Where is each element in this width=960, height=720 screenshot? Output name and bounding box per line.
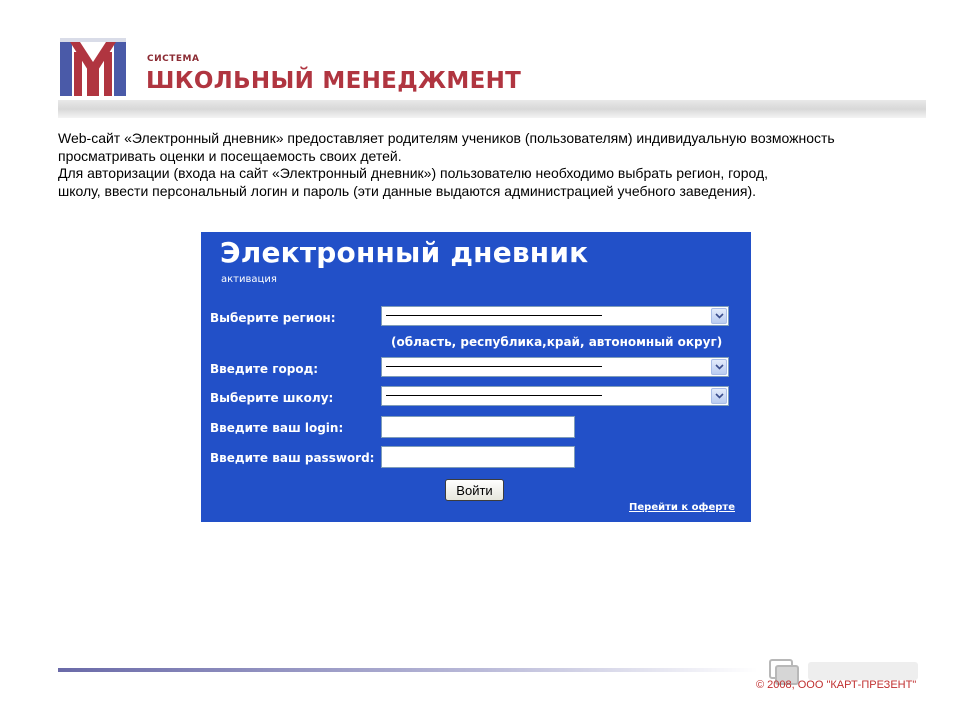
copyright: © 2008, ООО "КАРТ-ПРЕЗЕНТ" [756, 679, 917, 691]
chevron-down-icon[interactable] [711, 388, 727, 404]
intro-text [58, 130, 953, 200]
school-select[interactable] [381, 386, 729, 406]
intro-line: Web-сайт «Электронный дневник» предоставляет родителям учеников (пользователям) индивидуальную возможность [58, 130, 835, 146]
empty-option-dash [386, 366, 602, 367]
login-button[interactable]: Войти [445, 479, 504, 501]
intro-line: Для авторизации (входа на сайт «Электронный дневник») пользователю необходимо выбрать регион, город, [58, 165, 769, 181]
offer-link[interactable]: Перейти к оферте [629, 502, 735, 513]
region-hint: (область, республика,край, автономный округ) [391, 335, 723, 349]
chevron-down-icon[interactable] [711, 308, 727, 324]
region-label: Выберите регион: [210, 311, 336, 325]
city-label: Введите город: [210, 362, 319, 376]
login-panel [201, 232, 751, 522]
region-select[interactable] [381, 306, 729, 326]
empty-option-dash [386, 315, 602, 316]
city-select[interactable] [381, 357, 729, 377]
login-input[interactable] [381, 416, 575, 438]
login-label: Введите ваш login: [210, 421, 344, 435]
empty-option-dash [386, 395, 602, 396]
password-label: Введите ваш password: [210, 451, 375, 465]
shkolny-menedzhment-logo-icon [60, 38, 126, 96]
brand-title: ШКОЛЬНЫЙ МЕНЕДЖМЕНТ [146, 68, 522, 94]
header-divider [58, 100, 926, 118]
panel-title: Электронный дневник [220, 236, 589, 269]
panel-subtitle: активация [221, 274, 277, 285]
brand-caption: СИСТЕМА [147, 54, 200, 64]
chevron-down-icon[interactable] [711, 359, 727, 375]
password-input[interactable] [381, 446, 575, 468]
school-label: Выберите школу: [210, 391, 334, 405]
intro-line: школу, ввести персональный логин и пароль (эти данные выдаются администрацией учебного заведения). [58, 182, 757, 199]
footer-divider [58, 668, 758, 672]
intro-line: просматривать оценки и посещаемость своих детей. [58, 147, 402, 164]
